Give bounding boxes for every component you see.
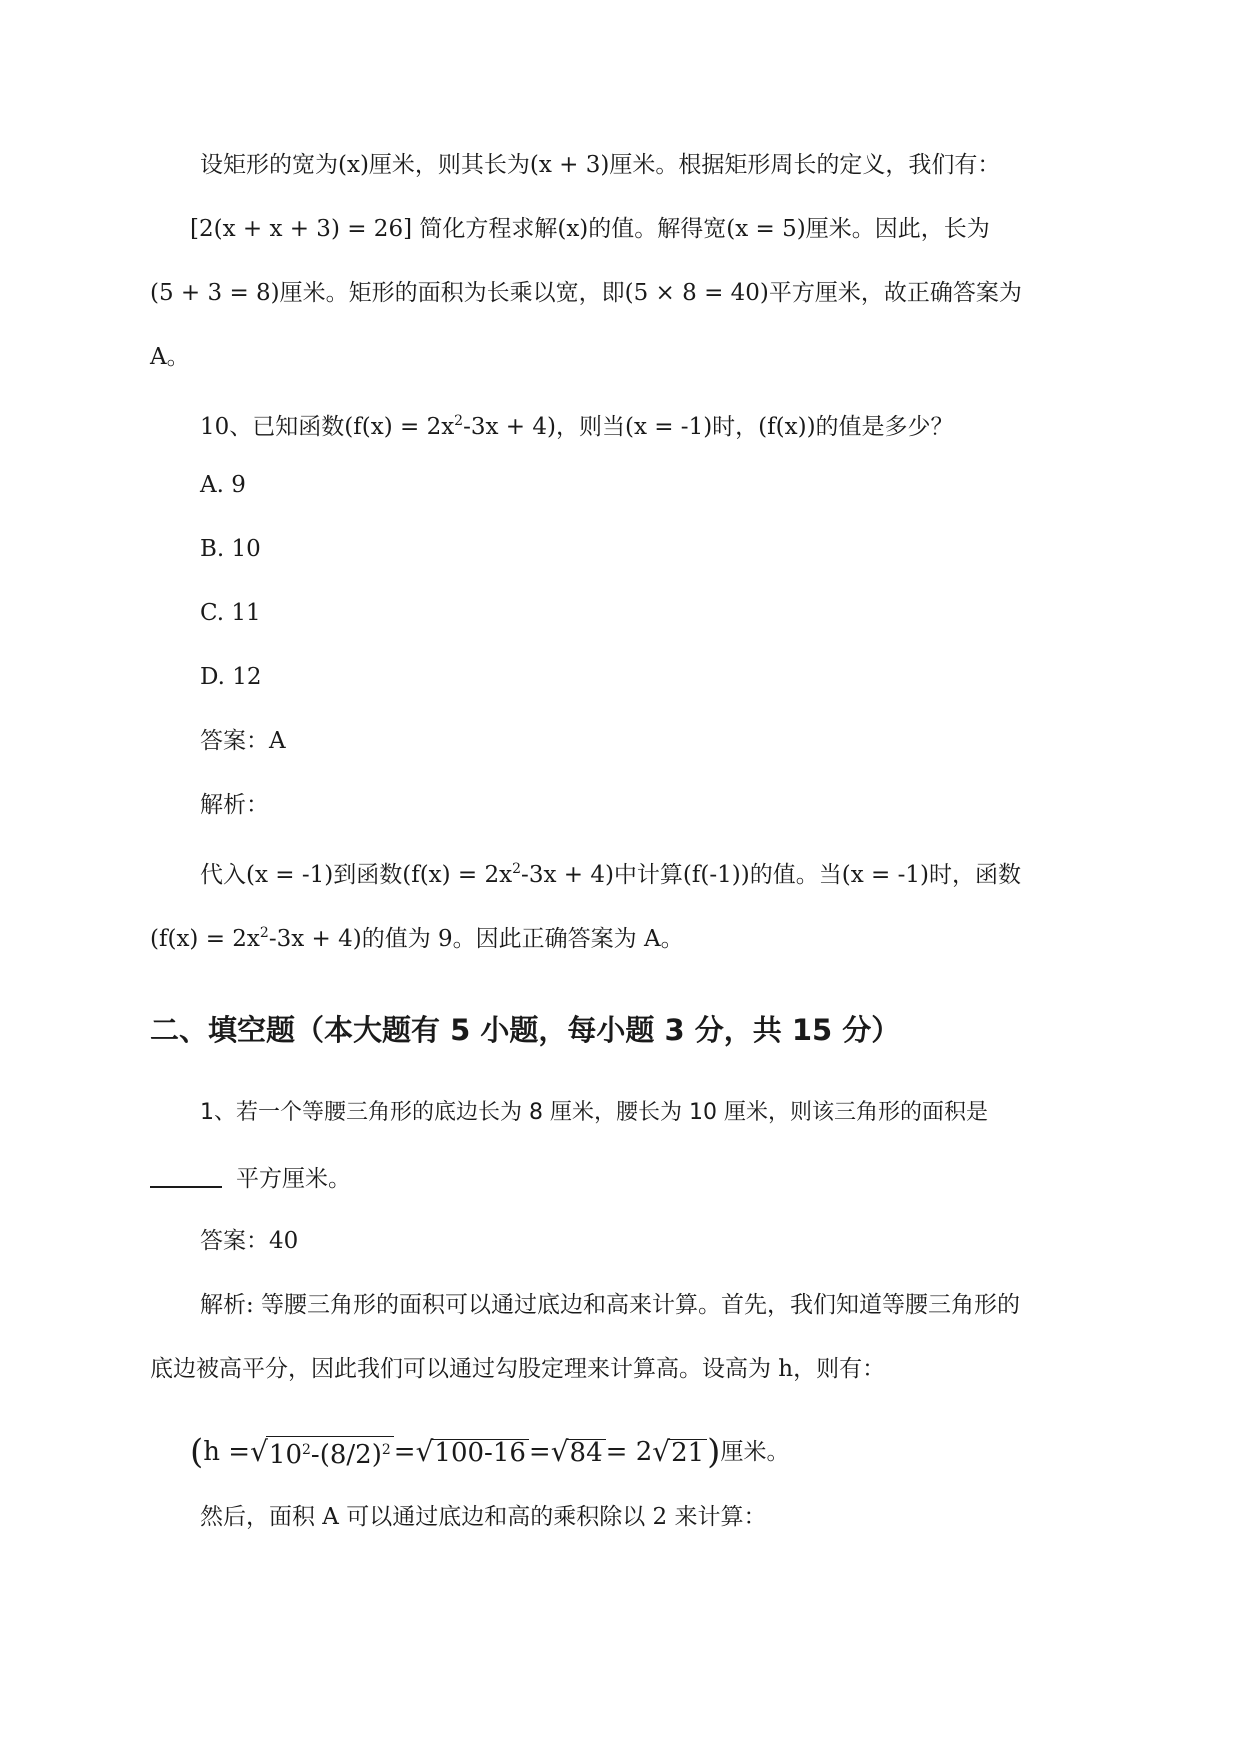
fill1-analysis-line-2: 底边被高平分，因此我们可以通过勾股定理来计算高。设高为 h，则有： [150, 1356, 886, 1382]
fill1-stem-line-2: 平方厘米。 [150, 1160, 351, 1196]
fill1-analysis-line-3: 然后，面积 A 可以通过底边和高的乘积除以 2 来计算： [200, 1504, 767, 1530]
radicand-1: $10^2-(8/2)^2$ [266, 1436, 394, 1468]
radicand-3: 84 [567, 1439, 606, 1466]
section-heading: 二、填空题（本大题有 5 小题，每小题 3 分，共 15 分） [150, 1013, 901, 1047]
answer-blank[interactable] [150, 1160, 222, 1188]
q9-solution-line-3: (5 + 3 = 8)厘米。矩形的面积为长乘以宽，即(5 × 8 = 40)平方厘米，故正确答案为 [150, 280, 1022, 306]
q10-option-d: D. 12 [200, 664, 262, 690]
height-formula: ( h = √ $10^2-(8/2)^2$ = √ 100-16 = √ 84 = 2 √ 21 ) 厘米。 [190, 1432, 790, 1472]
q10-analysis-line-2: $(f(x) = 2x^2-3x + 4)$的值为 9。因此正确答案为 A。 [150, 925, 684, 952]
q10-option-c: C. 11 [200, 600, 261, 626]
radical-sign-icon: √ [415, 1435, 434, 1468]
radical-sign-icon: √ [250, 1435, 268, 1468]
q10-answer: 答案：A [200, 728, 286, 754]
fill1-stem-line-1: 1、若一个等腰三角形的底边长为 8 厘米，腰长为 10 厘米，则该三角形的面积是 [200, 1100, 988, 1125]
q10-option-b: B. 10 [200, 536, 261, 562]
radical-sign-icon: √ [550, 1435, 569, 1468]
q10-analysis-label: 解析： [200, 792, 269, 818]
fill1-analysis-line-1: 解析: 等腰三角形的面积可以通过底边和高来计算。首先，我们知道等腰三角形的 [200, 1292, 1021, 1318]
q9-solution-line-4: A。 [150, 344, 190, 370]
q9-solution-line-1: 设矩形的宽为(x)厘米，则其长为(x + 3)厘米。根据矩形周长的定义，我们有： [200, 152, 1001, 178]
q9-solution-line-2: [2(x + x + 3) = 26] 简化方程求解(x)的值。解得宽(x = 5)厘米。因此，长为 [190, 216, 990, 242]
fill1-answer: 答案：40 [200, 1228, 299, 1254]
q10-analysis-line-1: 代入(x = -1)到函数$(f(x) = 2x^2-3x + 4)$中计算(f(-1))的值。当(x = -1)时，函数 [200, 861, 1021, 888]
radicand-4: 21 [668, 1439, 707, 1466]
radicand-2: 100-16 [431, 1439, 529, 1466]
radical-sign-icon: √ [652, 1435, 671, 1468]
q10-stem: 10、已知函数$(f(x) = 2x^2-3x + 4)$，则当(x = -1)时，(f(x))的值是多少？ [200, 413, 954, 440]
q10-option-a: A. 9 [200, 472, 246, 498]
